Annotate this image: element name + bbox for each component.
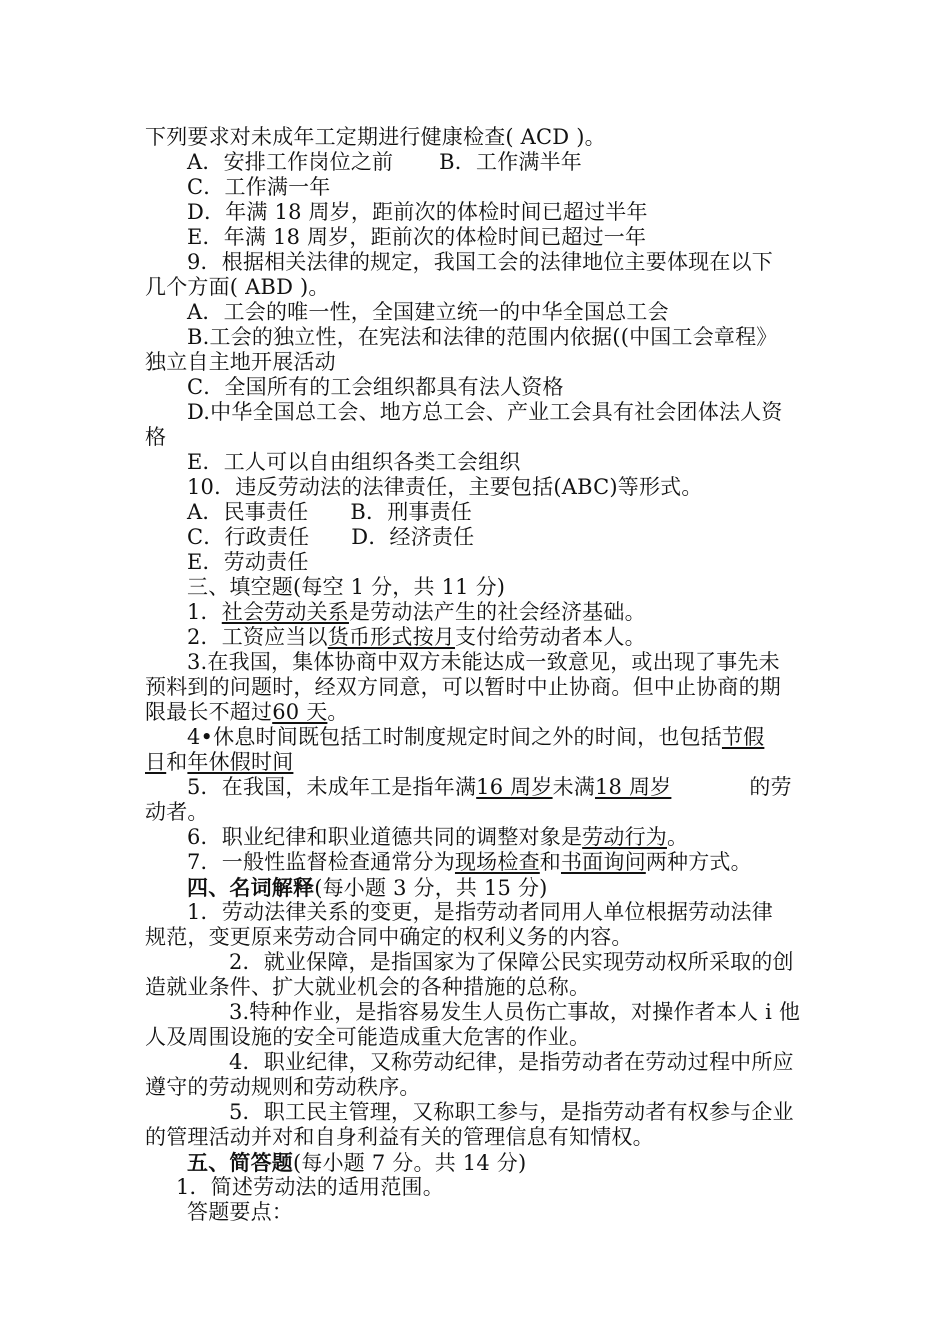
fill-3-line1: 3.在我国，集体协商中双方未能达成一致意见，或出现了事先未 xyxy=(187,650,780,674)
fill-2-answer-2: 按月 xyxy=(412,625,455,649)
q9-option-b-line1: B.工会的独立性，在宪法和法律的范围内依据((中国工会章程》 xyxy=(187,325,778,349)
q9-stem-line1: 9．根据相关法律的规定，我国工会的法律地位主要体现在以下 xyxy=(187,250,773,274)
q9-stem-line2: 几个方面( ABD )。 xyxy=(145,275,330,299)
term-1-line1: 1．劳动法律关系的变更，是指劳动者同用人单位根据劳动法律 xyxy=(187,900,773,924)
fill-7-text: 7．一般性监督检查通常分为 xyxy=(187,850,455,874)
q10-stem: 10．违反劳动法的法律责任，主要包括(ABC)等形式。 xyxy=(187,475,703,499)
term-5-line1: 5．职工民主管理，又称职工参与，是指劳动者有权参与企业 xyxy=(229,1100,794,1124)
fill-1-number: 1． xyxy=(187,600,222,624)
fill-6-end: 。 xyxy=(666,825,689,849)
fill-4-answer-2: 年休假时间 xyxy=(187,750,294,774)
section-fill-heading: 三、填空题(每空 1 分，共 11 分) xyxy=(187,575,506,599)
fill-item-2 xyxy=(187,625,646,650)
q9-option-a: A．工会的唯一性，全国建立统一的中华全国总工会 xyxy=(187,300,669,324)
fill-3-line2: 预料到的问题时，经双方同意，可以暂时中止协商。但中止协商的期 xyxy=(145,675,781,699)
fill-1-text: 是劳动法产生的社会经济基础。 xyxy=(348,600,646,624)
term-3-line2: 人及周围设施的安全可能造成重大危害的作业。 xyxy=(145,1025,591,1049)
q10-option-b: B．刑事责任 xyxy=(350,500,473,524)
q9-option-d-line1: D.中华全国总工会、地方总工会、产业工会具有社会团体法人资 xyxy=(187,400,783,424)
fill-4-line1 xyxy=(187,725,764,750)
fill-3-text: 限最长不超过 xyxy=(145,700,273,724)
fill-1-answer: 社会劳动关系 xyxy=(221,600,349,624)
term-1-line2: 规范，变更原来劳动合同中确定的权利义务的内容。 xyxy=(145,925,633,949)
short-question-1-answer-label: 答题要点： xyxy=(187,1200,293,1224)
fill-6-answer: 劳动行为 xyxy=(582,825,667,849)
fill-item-1 xyxy=(187,600,646,625)
section-short-heading xyxy=(187,1150,526,1176)
q8-option-a: A．安排工作岗位之前 xyxy=(187,150,394,174)
fill-5-answer-1: 16 周岁 xyxy=(476,775,553,799)
q8-options-ab xyxy=(187,150,582,175)
q10-option-c: C．行政责任 xyxy=(187,525,310,549)
term-2-line2: 造就业条件、扩大就业机会的各种措施的总称。 xyxy=(145,975,591,999)
fill-5-line2: 动者。 xyxy=(145,800,209,824)
section-terms-heading xyxy=(187,875,548,901)
q8-option-e: E．年满 18 周岁，距前次的体检时间已超过一年 xyxy=(187,225,647,249)
terms-heading-title: 四、名词解释 xyxy=(187,875,315,900)
q10-options-cd xyxy=(187,525,474,550)
q8-option-d: D．年满 18 周岁，距前次的体检时间已超过半年 xyxy=(187,200,648,224)
fill-6-text: 6．职业纪律和职业道德共同的调整对象是 xyxy=(187,825,583,849)
fill-2-answer-1: 货币形式 xyxy=(327,625,413,649)
fill-5-answer-2 xyxy=(595,775,749,799)
q9-option-e: E．工人可以自由组织各类工会组织 xyxy=(187,450,521,474)
term-5-line2: 的管理活动并对和自身利益有关的管理信息有知情权。 xyxy=(145,1125,654,1149)
fill-4-text: 4•休息时间既包括工时制度规定时间之外的时间，也包括 xyxy=(187,725,722,749)
fill-4-line2 xyxy=(145,750,293,775)
short-heading-score: (每小题 7 分。共 14 分) xyxy=(293,1151,527,1175)
short-question-1: 1．简述劳动法的适用范围。 xyxy=(176,1175,444,1199)
fill-2-text: 2．工资应当以 xyxy=(187,625,328,649)
fill-7-answer-1: 现场检查 xyxy=(454,850,540,874)
fill-5-mid: 未满 xyxy=(552,775,595,799)
q9-option-b-line2: 独立自主地开展活动 xyxy=(145,350,336,374)
fill-5-answer-2-text: 18 周岁 xyxy=(594,775,672,799)
fill-2-rest: 支付给劳动者本人。 xyxy=(454,625,646,649)
fill-3-line3 xyxy=(145,700,349,725)
fill-7-answer-2: 书面询问 xyxy=(560,850,646,874)
q10-option-a: A．民事责任 xyxy=(187,500,309,524)
fill-3-answer: 60 天 xyxy=(272,700,328,724)
q8-option-c: C．工作满一年 xyxy=(187,175,331,199)
q10-options-ab xyxy=(187,500,472,525)
fill-5-line1 xyxy=(187,775,792,800)
short-heading-title: 五、简答题 xyxy=(187,1150,293,1175)
fill-7-and: 和 xyxy=(539,850,561,874)
terms-heading-score: (每小题 3 分，共 15 分) xyxy=(314,876,548,900)
q8-stem: 下列要求对未成年工定期进行健康检查( ACD )。 xyxy=(145,125,606,149)
term-3-line1: 3.特种作业，是指容易发生人员伤亡事故，对操作者本人 i 他 xyxy=(229,1000,801,1024)
q9-option-c: C．全国所有的工会组织都具有法人资格 xyxy=(187,375,564,399)
term-4-line1: 4．职业纪律，又称劳动纪律，是指劳动者在劳动过程中所应 xyxy=(229,1050,794,1074)
term-2-line1: 2．就业保障，是指国家为了保障公民实现劳动权所采取的创 xyxy=(229,950,794,974)
fill-4-answer-1a: 节假 xyxy=(721,725,765,749)
term-4-line2: 遵守的劳动规则和劳动秩序。 xyxy=(145,1075,421,1099)
q9-option-d-line2: 格 xyxy=(145,425,167,449)
fill-item-6 xyxy=(187,825,688,850)
q8-option-b: B．工作满半年 xyxy=(439,150,583,174)
fill-5-text: 5．在我国，未成年工是指年满 xyxy=(187,775,477,799)
fill-4-answer-1b: 日 xyxy=(145,750,167,774)
q10-option-e: E．劳动责任 xyxy=(187,550,309,574)
fill-4-and: 和 xyxy=(166,750,188,774)
fill-7-end: 两种方式。 xyxy=(645,850,752,874)
fill-item-7 xyxy=(187,850,752,875)
fill-3-end: 。 xyxy=(327,700,349,724)
fill-5-post: 的劳 xyxy=(749,775,792,799)
q10-option-d: D．经济责任 xyxy=(351,525,475,549)
